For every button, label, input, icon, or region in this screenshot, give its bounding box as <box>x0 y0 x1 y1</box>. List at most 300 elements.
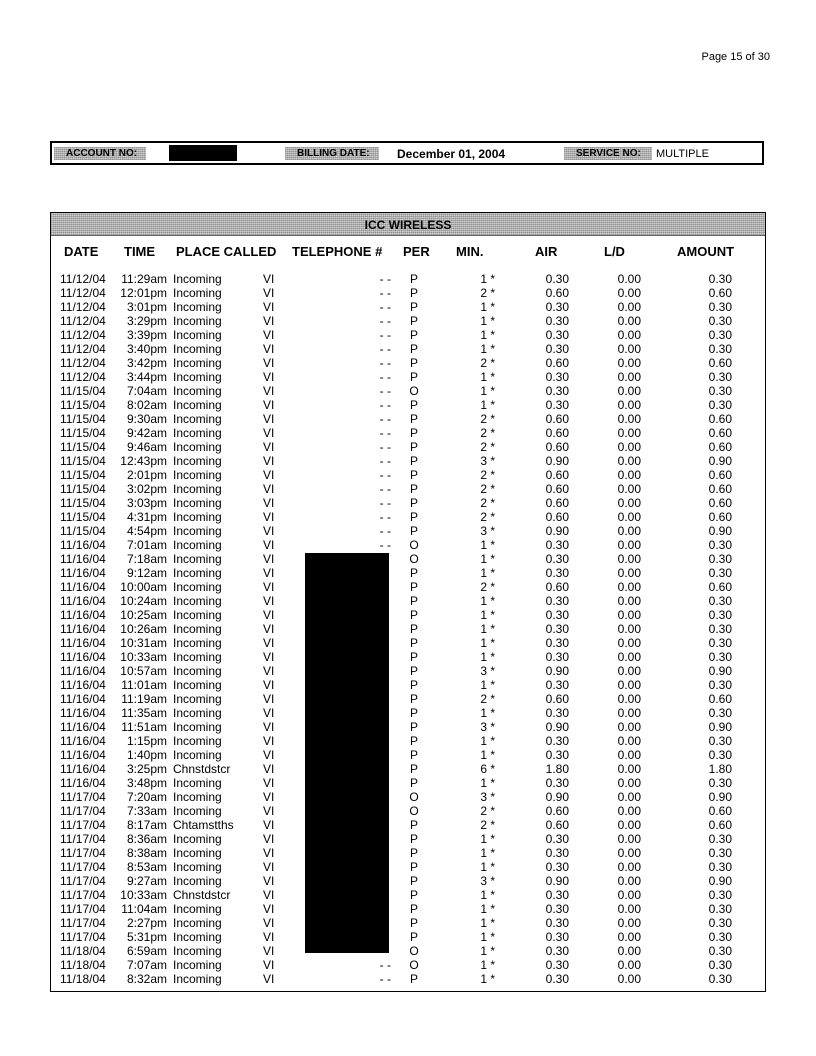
table-row <box>51 818 765 832</box>
cell-date: 11/16/04 <box>60 608 106 622</box>
cell-place: Incoming <box>173 384 222 398</box>
cell-min: 3 * <box>480 720 495 734</box>
cell-amount: 0.90 <box>708 720 732 734</box>
cell-time: 11:35am <box>121 706 167 720</box>
cell-amount: 0.60 <box>708 818 732 832</box>
cell-per: P <box>409 860 418 874</box>
cell-tel: - - <box>379 398 391 412</box>
cell-tel: - - <box>379 286 391 300</box>
cell-ld: 0.00 <box>617 286 641 300</box>
cell-air: 0.30 <box>545 384 569 398</box>
cell-amount: 0.30 <box>708 538 732 552</box>
page-number: Page 15 of 30 <box>701 51 770 63</box>
cell-date: 11/18/04 <box>60 972 106 986</box>
cell-amount: 0.30 <box>708 860 732 874</box>
cell-air: 0.30 <box>545 328 569 342</box>
table-row <box>51 272 765 286</box>
cell-st: VI <box>263 846 275 860</box>
cell-place: Incoming <box>173 454 222 468</box>
cell-per: P <box>409 412 418 426</box>
cell-min: 1 * <box>480 944 495 958</box>
cell-date: 11/16/04 <box>60 692 106 706</box>
cell-min: 1 * <box>480 776 495 790</box>
cell-date: 11/16/04 <box>60 594 106 608</box>
cell-time: 3:02pm <box>126 482 167 496</box>
cell-amount: 0.30 <box>708 958 732 972</box>
cell-st: VI <box>263 650 275 664</box>
cell-ld: 0.00 <box>617 342 641 356</box>
table-row <box>51 622 765 636</box>
header-air: AIR <box>535 244 558 259</box>
cell-place: Incoming <box>173 510 222 524</box>
cell-per: P <box>409 972 418 986</box>
cell-ld: 0.00 <box>617 706 641 720</box>
cell-date: 11/15/04 <box>60 468 106 482</box>
cell-date: 11/12/04 <box>60 370 106 384</box>
cell-time: 10:24am <box>120 594 167 608</box>
cell-date: 11/16/04 <box>60 720 106 734</box>
cell-air: 0.30 <box>545 958 569 972</box>
cell-ld: 0.00 <box>617 790 641 804</box>
cell-ld: 0.00 <box>617 426 641 440</box>
cell-min: 3 * <box>480 664 495 678</box>
cell-ld: 0.00 <box>617 734 641 748</box>
cell-per: O <box>409 804 419 818</box>
cell-date: 11/15/04 <box>60 412 106 426</box>
cell-tel: - - <box>379 440 391 454</box>
header-time: TIME <box>124 244 156 259</box>
cell-tel: - - <box>379 342 391 356</box>
cell-per: P <box>409 874 418 888</box>
cell-time: 11:19am <box>121 692 167 706</box>
cell-time: 3:01pm <box>126 300 167 314</box>
table-row <box>51 496 765 510</box>
cell-air: 0.60 <box>545 496 569 510</box>
cell-time: 11:51am <box>121 720 167 734</box>
cell-amount: 0.90 <box>708 790 732 804</box>
cell-place: Incoming <box>173 678 222 692</box>
cell-place: Incoming <box>173 426 222 440</box>
service-no-value: MULTIPLE <box>656 148 709 160</box>
cell-per: P <box>409 496 418 510</box>
cell-time: 10:31am <box>120 636 167 650</box>
cell-air: 0.60 <box>545 412 569 426</box>
cell-place: Chnstdstcr <box>173 888 231 902</box>
cell-amount: 0.30 <box>708 594 732 608</box>
cell-amount: 0.60 <box>708 692 732 706</box>
cell-date: 11/16/04 <box>60 580 106 594</box>
cell-air: 0.60 <box>545 482 569 496</box>
cell-ld: 0.00 <box>617 902 641 916</box>
cell-place: Incoming <box>173 902 222 916</box>
cell-time: 6:59am <box>126 944 167 958</box>
cell-place: Incoming <box>173 608 222 622</box>
cell-per: P <box>409 776 418 790</box>
cell-min: 1 * <box>480 748 495 762</box>
cell-st: VI <box>263 790 275 804</box>
account-no-redaction <box>169 145 237 161</box>
cell-amount: 0.60 <box>708 286 732 300</box>
cell-amount: 0.60 <box>708 510 732 524</box>
cell-ld: 0.00 <box>617 958 641 972</box>
cell-amount: 0.30 <box>708 608 732 622</box>
cell-place: Incoming <box>173 804 222 818</box>
table-row <box>51 972 765 986</box>
cell-place: Incoming <box>173 566 222 580</box>
cell-place: Incoming <box>173 412 222 426</box>
table-row <box>51 510 765 524</box>
cell-per: P <box>409 734 418 748</box>
cell-ld: 0.00 <box>617 930 641 944</box>
cell-st: VI <box>263 272 275 286</box>
cell-time: 9:42am <box>126 426 167 440</box>
table-row <box>51 888 765 902</box>
cell-per: P <box>409 454 418 468</box>
cell-place: Incoming <box>173 874 222 888</box>
cell-air: 0.30 <box>545 748 569 762</box>
cell-min: 2 * <box>480 580 495 594</box>
cell-air: 0.30 <box>545 342 569 356</box>
cell-place: Incoming <box>173 790 222 804</box>
cell-ld: 0.00 <box>617 524 641 538</box>
cell-amount: 0.60 <box>708 426 732 440</box>
cell-place: Chnstdstcr <box>173 762 231 776</box>
cell-time: 2:27pm <box>126 916 167 930</box>
cell-place: Incoming <box>173 776 222 790</box>
cell-ld: 0.00 <box>617 860 641 874</box>
header-ld: L/D <box>604 244 625 259</box>
cell-time: 8:32am <box>126 972 167 986</box>
cell-st: VI <box>263 342 275 356</box>
cell-date: 11/16/04 <box>60 706 106 720</box>
cell-time: 9:30am <box>126 412 167 426</box>
cell-time: 8:36am <box>126 832 167 846</box>
cell-st: VI <box>263 426 275 440</box>
cell-air: 0.90 <box>545 874 569 888</box>
cell-air: 0.90 <box>545 524 569 538</box>
cell-st: VI <box>263 356 275 370</box>
cell-st: VI <box>263 510 275 524</box>
table-row <box>51 664 765 678</box>
table-row <box>51 594 765 608</box>
table-row <box>51 916 765 930</box>
cell-per: P <box>409 328 418 342</box>
cell-per: P <box>409 706 418 720</box>
cell-place: Incoming <box>173 846 222 860</box>
cell-date: 11/16/04 <box>60 566 106 580</box>
call-detail-table <box>50 212 766 992</box>
cell-place: Incoming <box>173 636 222 650</box>
table-row <box>51 706 765 720</box>
cell-tel: - - <box>379 972 391 986</box>
cell-ld: 0.00 <box>617 846 641 860</box>
cell-time: 10:33am <box>120 650 167 664</box>
cell-min: 1 * <box>480 678 495 692</box>
cell-amount: 0.30 <box>708 566 732 580</box>
cell-per: P <box>409 692 418 706</box>
cell-amount: 0.30 <box>708 944 732 958</box>
cell-ld: 0.00 <box>617 692 641 706</box>
cell-tel: - - <box>379 524 391 538</box>
cell-per: O <box>409 790 419 804</box>
cell-date: 11/12/04 <box>60 300 106 314</box>
cell-st: VI <box>263 734 275 748</box>
cell-tel: - - <box>379 510 391 524</box>
cell-tel: - - <box>379 300 391 314</box>
cell-place: Incoming <box>173 622 222 636</box>
cell-air: 0.90 <box>545 790 569 804</box>
cell-per: P <box>409 930 418 944</box>
cell-per: P <box>409 398 418 412</box>
cell-min: 1 * <box>480 902 495 916</box>
cell-ld: 0.00 <box>617 874 641 888</box>
cell-time: 7:18am <box>126 552 167 566</box>
cell-per: P <box>409 608 418 622</box>
cell-ld: 0.00 <box>617 384 641 398</box>
cell-air: 0.30 <box>545 916 569 930</box>
cell-ld: 0.00 <box>617 440 641 454</box>
cell-date: 11/15/04 <box>60 398 106 412</box>
cell-min: 1 * <box>480 594 495 608</box>
cell-min: 1 * <box>480 846 495 860</box>
cell-air: 0.60 <box>545 426 569 440</box>
table-row <box>51 930 765 944</box>
cell-min: 1 * <box>480 958 495 972</box>
cell-time: 10:57am <box>120 664 167 678</box>
cell-date: 11/15/04 <box>60 426 106 440</box>
cell-air: 0.90 <box>545 720 569 734</box>
cell-date: 11/17/04 <box>60 790 106 804</box>
cell-st: VI <box>263 440 275 454</box>
cell-place: Incoming <box>173 944 222 958</box>
table-row <box>51 566 765 580</box>
cell-date: 11/17/04 <box>60 804 106 818</box>
cell-place: Incoming <box>173 286 222 300</box>
cell-date: 11/16/04 <box>60 650 106 664</box>
cell-place: Incoming <box>173 594 222 608</box>
cell-time: 10:26am <box>120 622 167 636</box>
cell-st: VI <box>263 930 275 944</box>
cell-air: 0.30 <box>545 398 569 412</box>
cell-place: Incoming <box>173 930 222 944</box>
cell-per: P <box>409 482 418 496</box>
cell-time: 12:01pm <box>120 286 167 300</box>
cell-ld: 0.00 <box>617 720 641 734</box>
cell-air: 0.30 <box>545 566 569 580</box>
cell-date: 11/15/04 <box>60 496 106 510</box>
cell-place: Incoming <box>173 720 222 734</box>
cell-air: 0.30 <box>545 930 569 944</box>
cell-st: VI <box>263 972 275 986</box>
account-no-label: ACCOUNT NO: <box>54 147 146 160</box>
cell-amount: 0.30 <box>708 622 732 636</box>
cell-place: Incoming <box>173 370 222 384</box>
cell-date: 11/15/04 <box>60 384 106 398</box>
cell-time: 3:42pm <box>126 356 167 370</box>
cell-st: VI <box>263 566 275 580</box>
cell-time: 1:15pm <box>126 734 167 748</box>
cell-ld: 0.00 <box>617 272 641 286</box>
cell-time: 11:01am <box>121 678 167 692</box>
cell-min: 1 * <box>480 972 495 986</box>
cell-per: P <box>409 272 418 286</box>
cell-air: 0.60 <box>545 818 569 832</box>
cell-per: P <box>409 622 418 636</box>
cell-ld: 0.00 <box>617 636 641 650</box>
cell-time: 9:12am <box>126 566 167 580</box>
cell-ld: 0.00 <box>617 398 641 412</box>
telephone-redaction <box>305 553 389 953</box>
cell-min: 1 * <box>480 398 495 412</box>
cell-air: 0.30 <box>545 776 569 790</box>
cell-amount: 0.60 <box>708 804 732 818</box>
cell-ld: 0.00 <box>617 804 641 818</box>
cell-per: P <box>409 902 418 916</box>
cell-date: 11/12/04 <box>60 356 106 370</box>
cell-date: 11/16/04 <box>60 748 106 762</box>
cell-date: 11/16/04 <box>60 538 106 552</box>
cell-tel: - - <box>379 314 391 328</box>
cell-per: P <box>409 650 418 664</box>
cell-per: P <box>409 762 418 776</box>
cell-min: 1 * <box>480 314 495 328</box>
cell-time: 7:20am <box>126 790 167 804</box>
cell-ld: 0.00 <box>617 552 641 566</box>
cell-st: VI <box>263 818 275 832</box>
cell-place: Incoming <box>173 580 222 594</box>
cell-min: 2 * <box>480 496 495 510</box>
cell-tel: - - <box>379 356 391 370</box>
table-row <box>51 692 765 706</box>
table-row <box>51 650 765 664</box>
cell-amount: 0.30 <box>708 930 732 944</box>
cell-tel: - - <box>379 468 391 482</box>
cell-date: 11/12/04 <box>60 286 106 300</box>
cell-date: 11/15/04 <box>60 510 106 524</box>
cell-air: 0.30 <box>545 846 569 860</box>
cell-st: VI <box>263 804 275 818</box>
table-row <box>51 860 765 874</box>
cell-ld: 0.00 <box>617 664 641 678</box>
cell-min: 1 * <box>480 566 495 580</box>
cell-time: 9:46am <box>126 440 167 454</box>
cell-min: 2 * <box>480 510 495 524</box>
cell-air: 0.90 <box>545 664 569 678</box>
cell-air: 0.30 <box>545 902 569 916</box>
cell-ld: 0.00 <box>617 370 641 384</box>
cell-time: 1:40pm <box>126 748 167 762</box>
cell-st: VI <box>263 314 275 328</box>
cell-ld: 0.00 <box>617 538 641 552</box>
cell-date: 11/12/04 <box>60 342 106 356</box>
cell-place: Incoming <box>173 552 222 566</box>
cell-amount: 0.30 <box>708 734 732 748</box>
cell-air: 0.30 <box>545 636 569 650</box>
cell-air: 0.60 <box>545 510 569 524</box>
table-row <box>51 636 765 650</box>
cell-time: 7:04am <box>126 384 167 398</box>
cell-per: P <box>409 888 418 902</box>
cell-ld: 0.00 <box>617 300 641 314</box>
cell-st: VI <box>263 482 275 496</box>
cell-min: 1 * <box>480 608 495 622</box>
table-row <box>51 384 765 398</box>
cell-time: 12:43pm <box>120 454 167 468</box>
cell-ld: 0.00 <box>617 818 641 832</box>
cell-per: P <box>409 818 418 832</box>
cell-min: 1 * <box>480 930 495 944</box>
cell-amount: 0.30 <box>708 902 732 916</box>
cell-time: 8:38am <box>126 846 167 860</box>
table-row <box>51 468 765 482</box>
cell-ld: 0.00 <box>617 916 641 930</box>
cell-per: P <box>409 356 418 370</box>
cell-st: VI <box>263 958 275 972</box>
cell-min: 1 * <box>480 888 495 902</box>
cell-ld: 0.00 <box>617 776 641 790</box>
cell-amount: 0.60 <box>708 412 732 426</box>
cell-place: Incoming <box>173 860 222 874</box>
cell-date: 11/15/04 <box>60 440 106 454</box>
cell-amount: 0.30 <box>708 846 732 860</box>
cell-min: 1 * <box>480 706 495 720</box>
cell-ld: 0.00 <box>617 328 641 342</box>
cell-ld: 0.00 <box>617 580 641 594</box>
cell-time: 10:00am <box>120 580 167 594</box>
cell-date: 11/16/04 <box>60 636 106 650</box>
cell-st: VI <box>263 832 275 846</box>
cell-place: Incoming <box>173 524 222 538</box>
cell-time: 3:40pm <box>126 342 167 356</box>
table-row <box>51 720 765 734</box>
cell-tel: - - <box>379 412 391 426</box>
cell-ld: 0.00 <box>617 832 641 846</box>
cell-st: VI <box>263 622 275 636</box>
cell-min: 2 * <box>480 286 495 300</box>
cell-min: 1 * <box>480 622 495 636</box>
cell-place: Incoming <box>173 398 222 412</box>
cell-min: 1 * <box>480 636 495 650</box>
cell-air: 0.60 <box>545 580 569 594</box>
cell-min: 2 * <box>480 482 495 496</box>
header-per: PER <box>403 244 430 259</box>
cell-date: 11/17/04 <box>60 930 106 944</box>
cell-amount: 0.30 <box>708 748 732 762</box>
table-row <box>51 874 765 888</box>
cell-tel: - - <box>379 496 391 510</box>
cell-time: 9:27am <box>126 874 167 888</box>
cell-per: P <box>409 314 418 328</box>
table-row <box>51 482 765 496</box>
cell-place: Incoming <box>173 342 222 356</box>
cell-amount: 0.30 <box>708 636 732 650</box>
account-info-box <box>50 141 764 165</box>
cell-time: 5:31pm <box>126 930 167 944</box>
cell-ld: 0.00 <box>617 454 641 468</box>
cell-st: VI <box>263 720 275 734</box>
cell-time: 3:39pm <box>126 328 167 342</box>
cell-min: 1 * <box>480 734 495 748</box>
cell-date: 11/16/04 <box>60 762 106 776</box>
cell-ld: 0.00 <box>617 468 641 482</box>
cell-tel: - - <box>379 454 391 468</box>
table-row <box>51 748 765 762</box>
cell-amount: 0.30 <box>708 552 732 566</box>
cell-ld: 0.00 <box>617 622 641 636</box>
cell-date: 11/16/04 <box>60 678 106 692</box>
cell-place: Incoming <box>173 748 222 762</box>
cell-per: P <box>409 580 418 594</box>
